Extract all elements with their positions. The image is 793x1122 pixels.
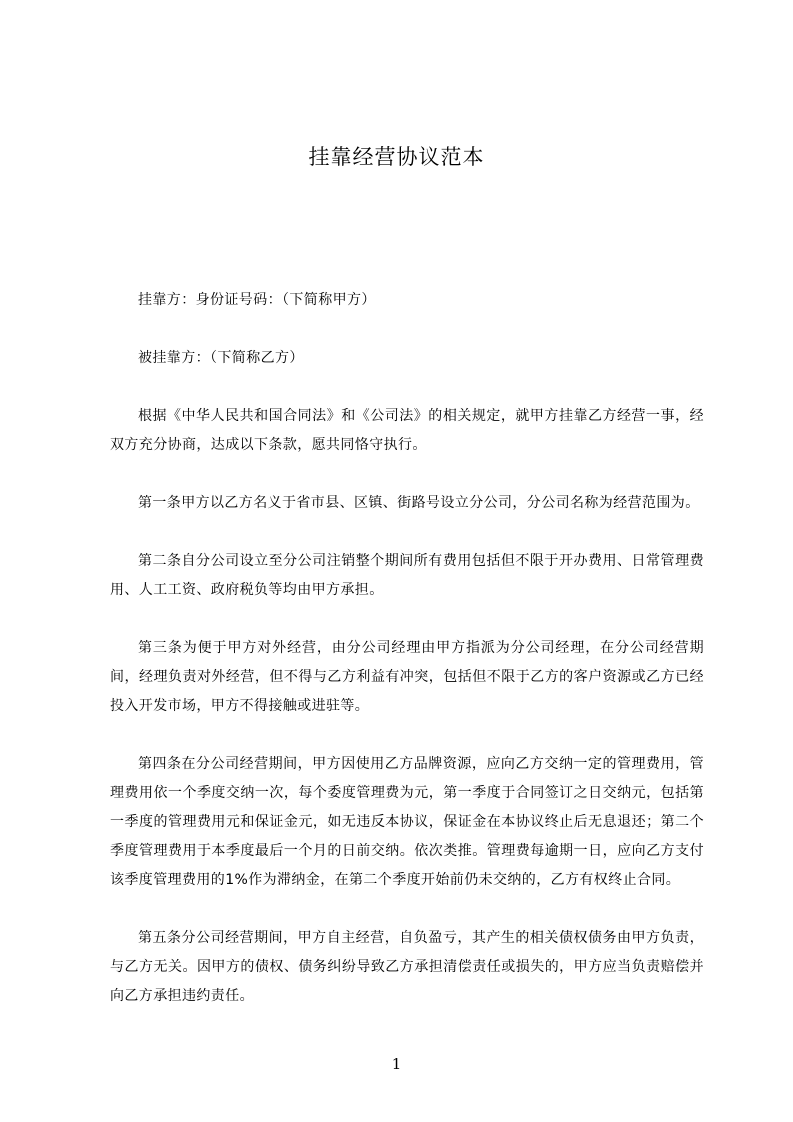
article-2-paragraph: 第二条自分公司设立至分公司注销整个期间所有费用包括但不限于开办费用、日常管理费用、人工工资、政府税负等均由甲方承担。 xyxy=(110,553,704,598)
article-4-paragraph: 第四条在分公司经营期间，甲方因使用乙方品牌资源，应向乙方交纳一定的管理费用，管理费用依一个季度交纳一次，每个委度管理费为元，第一季度于合同签订之日交纳元，包括第一季度的管理费用元和保证金元，如无违反本协议，保证金在本协议终止后无息退还；第二个季度管理费用于本季度最后一个月的日前交纳。依次类推。管理费每逾期一日，应向乙方支付该季度管理费用的1%作为滞纳金，在第二个季度开始前仍未交纳的，乙方有权终止合同。 xyxy=(110,756,704,888)
page-number: 1 xyxy=(391,1055,402,1073)
article-1-paragraph: 第一条甲方以乙方名义于省市县、区镇、街路号设立分公司，分公司名称为经营范围为。 xyxy=(138,495,700,511)
article-3-paragraph: 第三条为便于甲方对外经营，由分公司经理由甲方指派为分公司经理，在分公司经营期间，经理负责对外经营，但不得与乙方利益有冲突，包括但不限于乙方的客户资源或乙方已经投入开发市场，甲方不得接触或进驻等。 xyxy=(110,640,704,714)
party-a-line: 挂靠方：身份证号码：（下简称甲方） xyxy=(138,292,376,308)
article-5-paragraph: 第五条分公司经营期间，甲方自主经营，自负盈亏，其产生的相关债权债务由甲方负责，与乙方无关。因甲方的债权、债务纠纷导致乙方承担清偿责任或损失的，甲方应当负责赔偿并向乙方承担违约责任。 xyxy=(110,930,704,1004)
document-body xyxy=(110,286,704,1040)
preamble-paragraph: 根据《中华人民共和国合同法》和《公司法》的相关规定，就甲方挂靠乙方经营一事，经双方充分协商，达成以下条款，愿共同恪守执行。 xyxy=(110,408,704,453)
document-title: 挂靠经营协议范本 xyxy=(308,145,485,169)
party-b-line: 被挂靠方：（下简称乙方） xyxy=(138,350,304,366)
